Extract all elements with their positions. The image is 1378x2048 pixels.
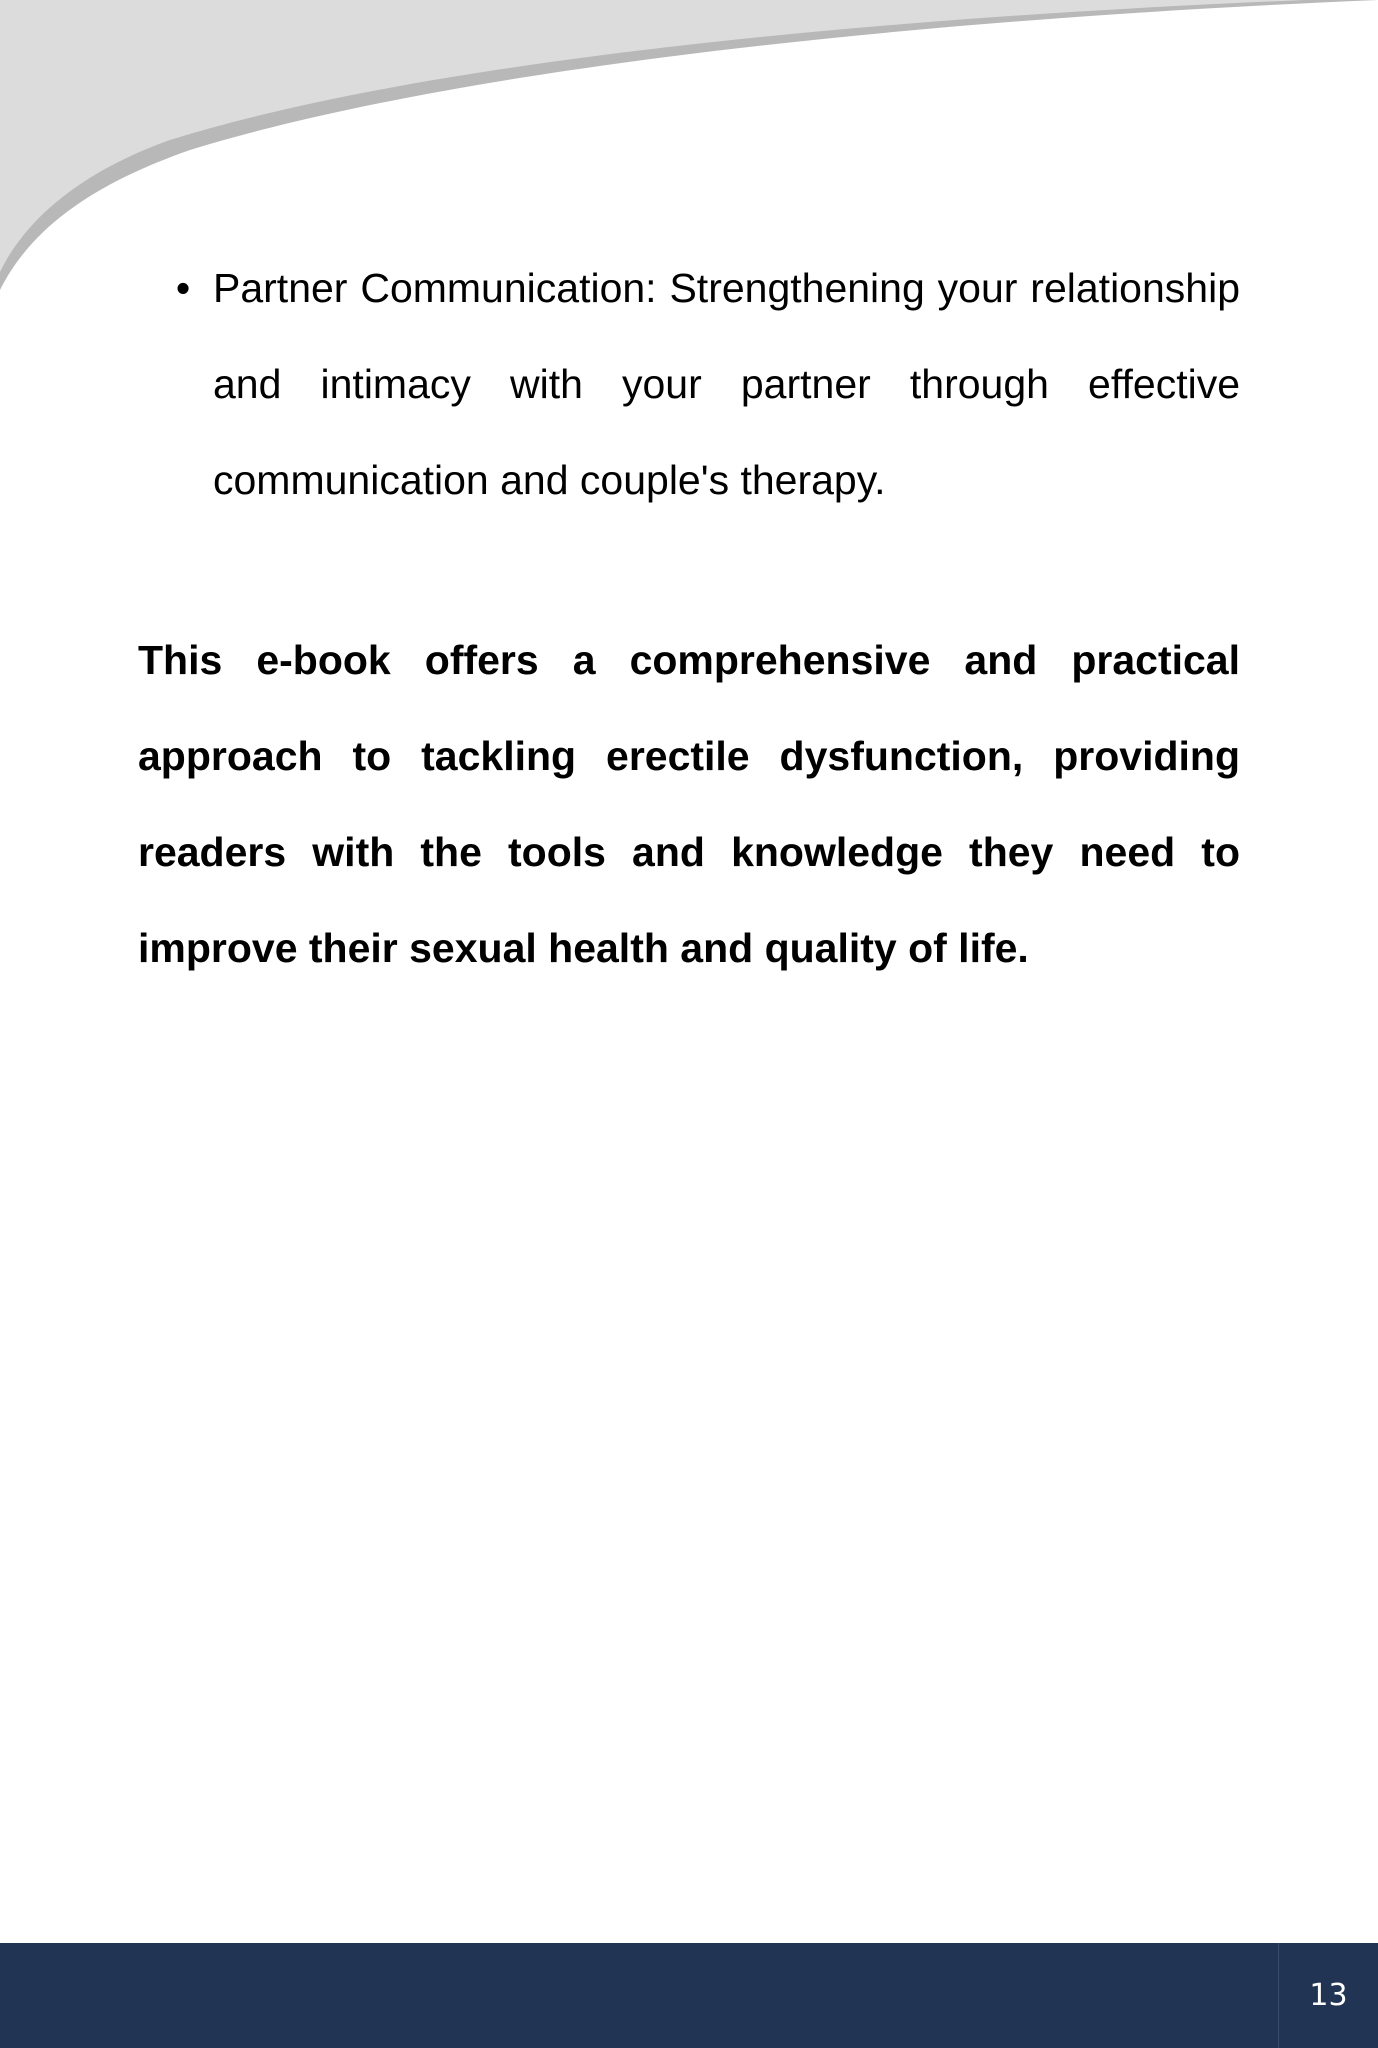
bullet-text: Partner Communication: Strengthening your relationship and intimacy with your partner through effective communication and couple's therapy. xyxy=(213,265,1240,503)
page-content xyxy=(138,240,1240,996)
bullet-marker: • xyxy=(175,265,191,311)
bullet-list xyxy=(138,240,1240,528)
footer-bar xyxy=(0,1943,1378,2048)
page-number: 13 xyxy=(1309,1978,1348,2013)
bullet-item-partner-communication xyxy=(138,240,1240,528)
summary-paragraph: This e-book offers a comprehensive and practical approach to tackling erectile dysfunction, providing readers with the tools and knowledge they need to improve their sexual health and quality of life. xyxy=(138,637,1240,971)
